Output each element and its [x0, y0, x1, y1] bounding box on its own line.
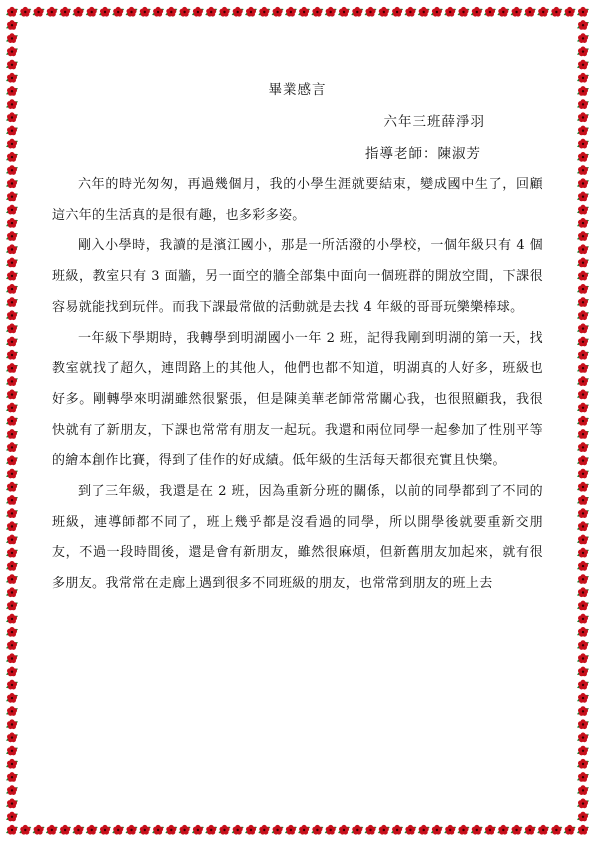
flower-icon [6, 86, 18, 96]
flower-icon [577, 165, 589, 175]
flower-icon [6, 429, 18, 439]
flower-icon [444, 825, 456, 835]
flower-icon [219, 825, 231, 835]
flower-icon [99, 825, 111, 835]
flower-icon [192, 7, 204, 17]
flower-icon [6, 126, 18, 136]
flower-icon [285, 825, 297, 835]
flower-icon [232, 7, 244, 17]
flower-icon [577, 614, 589, 624]
flower-icon [298, 825, 310, 835]
paragraph: 剛入小學時，我讀的是濱江國小，那是一所活潑的小學校，一個年級只有 4 個班級，教室只有 3 面牆，另一面空的牆全部集中面向一個班群的開放空間，下課很容易就能找到玩伴。而我下課最常做的活動就是去找 4 年級的哥哥玩樂樂棒球。 [52, 238, 543, 315]
flower-icon [338, 7, 350, 17]
flower-icon [577, 73, 589, 83]
flower-icon [577, 812, 589, 822]
flower-icon [537, 825, 549, 835]
flower-icon [577, 33, 589, 43]
flower-icon [577, 535, 589, 545]
flower-icon [577, 20, 589, 30]
flower-icon [577, 653, 589, 663]
flower-icon [497, 7, 509, 17]
flower-icon [6, 139, 18, 149]
flower-icon [6, 178, 18, 188]
flower-icon [19, 7, 31, 17]
flower-icon [126, 825, 138, 835]
flower-icon [6, 218, 18, 228]
flower-icon [577, 733, 589, 743]
flower-icon [577, 363, 589, 373]
flower-icon [179, 7, 191, 17]
flower-icon [72, 825, 84, 835]
flower-icon [6, 653, 18, 663]
flower-icon [6, 508, 18, 518]
author-line: 六年三班薛淨羽 [383, 114, 485, 130]
flower-icon [550, 7, 562, 17]
flower-icon [365, 7, 377, 17]
flower-icon [6, 99, 18, 109]
flower-icon [6, 733, 18, 743]
flower-icon [511, 825, 523, 835]
flower-icon [577, 456, 589, 466]
flower-icon [6, 601, 18, 611]
flower-icon [338, 825, 350, 835]
flower-icon [577, 706, 589, 716]
flower-icon [577, 640, 589, 650]
paragraph: 一年級下學期時，我轉學到明湖國小一年 2 班，記得我剛到明湖的第一天，找教室就找了超久，連問路上的其他人，他們也都不知道，明湖真的人好多，班級也好多。剛轉學來明湖雖然很緊張，但是陳美華老師常常關心我，也很照顧我，我很快就有了新朋友，下課也常常有朋友一起玩。我還和兩位同學一起參加了性別平等的繪本創作比賽，得到了佳作的好成績。低年級的生活每天都很充實且快樂。 [52, 330, 543, 469]
flower-icon [418, 7, 430, 17]
flower-icon [33, 7, 45, 17]
flower-icon [6, 258, 18, 268]
flower-icon [272, 7, 284, 17]
flower-icon [577, 284, 589, 294]
flower-icon [6, 680, 18, 690]
flower-icon [577, 258, 589, 268]
flower-icon [46, 7, 58, 17]
flower-icon [577, 508, 589, 518]
flower-icon [165, 825, 177, 835]
flower-icon [577, 99, 589, 109]
flower-icon [577, 218, 589, 228]
flower-icon [6, 73, 18, 83]
flower-icon [6, 376, 18, 386]
flower-icon [192, 825, 204, 835]
flower-icon [6, 456, 18, 466]
flower-icon [6, 350, 18, 360]
flower-icon [351, 7, 363, 17]
flower-icon [577, 469, 589, 479]
flower-icon [6, 521, 18, 531]
flower-icon [6, 165, 18, 175]
flower-icon [6, 310, 18, 320]
flower-icon [86, 825, 98, 835]
flower-icon [258, 7, 270, 17]
flower-icon [431, 825, 443, 835]
flower-icon [6, 33, 18, 43]
flower-icon [577, 350, 589, 360]
flower-icon [325, 7, 337, 17]
flower-icon [577, 152, 589, 162]
flower-icon [577, 719, 589, 729]
flower-icon [365, 825, 377, 835]
flower-icon [6, 403, 18, 413]
flower-icon [205, 7, 217, 17]
flower-icon [6, 231, 18, 241]
flower-icon [564, 825, 576, 835]
flower-icon [6, 495, 18, 505]
essay-title: 畢業感言 [268, 82, 327, 98]
flower-icon [524, 825, 536, 835]
flower-icon [577, 376, 589, 386]
flower-icon [6, 416, 18, 426]
flower-icon [139, 825, 151, 835]
flower-icon [6, 667, 18, 677]
flower-icon [391, 825, 403, 835]
flower-icon [6, 284, 18, 294]
flower-icon [577, 205, 589, 215]
flower-icon [577, 7, 589, 17]
flower-icon [298, 7, 310, 17]
flower-icon [577, 244, 589, 254]
flower-icon [577, 297, 589, 307]
flower-icon [577, 759, 589, 769]
flower-icon [577, 139, 589, 149]
paragraph: 六年的時光匆匆，再過幾個月，我的小學生涯就要結束，變成國中生了，回顧這六年的生活真的是很有趣，也多彩多姿。 [52, 177, 543, 223]
flower-icon [391, 7, 403, 17]
flower-icon [458, 7, 470, 17]
flower-icon [19, 825, 31, 835]
flower-icon [6, 363, 18, 373]
flower-icon [6, 482, 18, 492]
flower-icon [444, 7, 456, 17]
flower-icon [258, 825, 270, 835]
flower-icon [577, 429, 589, 439]
flower-icon [112, 825, 124, 835]
flower-icon [219, 7, 231, 17]
flower-icon [577, 627, 589, 637]
flower-icon [577, 231, 589, 241]
flower-icon [484, 7, 496, 17]
flower-icon [577, 86, 589, 96]
flower-icon [484, 825, 496, 835]
flower-icon [152, 825, 164, 835]
flower-icon [577, 574, 589, 584]
flower-icon [577, 47, 589, 57]
flower-icon [6, 297, 18, 307]
flower-icon [6, 812, 18, 822]
flower-icon [497, 825, 509, 835]
flower-icon [404, 7, 416, 17]
flower-icon [6, 205, 18, 215]
flower-icon [577, 680, 589, 690]
flower-icon [577, 521, 589, 531]
flower-icon [577, 442, 589, 452]
flower-icon [6, 535, 18, 545]
flower-icon [139, 7, 151, 17]
flower-icon [577, 746, 589, 756]
flower-icon [6, 390, 18, 400]
flower-icon [179, 825, 191, 835]
flower-icon [577, 667, 589, 677]
flower-icon [577, 403, 589, 413]
flower-icon [351, 825, 363, 835]
flower-icon [564, 7, 576, 17]
flower-icon [550, 825, 562, 835]
flower-icon [577, 693, 589, 703]
flower-icon [6, 706, 18, 716]
flower-icon [6, 825, 18, 835]
paragraph: 到了三年級，我還是在 2 班，因為重新分班的關係，以前的同學都到了不同的班級，連導師都不同了，班上幾乎都是沒看過的同學，所以開學後就要重新交朋友，不過一段時間後，還是會有新朋友，雖然很麻煩，但新舊朋友加起來，就有很多朋友。我常常在走廊上遇到很多不同班級的朋友，也常常到朋友的班上去 [52, 484, 543, 592]
flower-icon [577, 390, 589, 400]
flower-icon [325, 825, 337, 835]
flower-icon [59, 7, 71, 17]
flower-icon [511, 7, 523, 17]
flower-icon [6, 60, 18, 70]
flower-icon [577, 337, 589, 347]
flower-icon [6, 759, 18, 769]
flower-icon [6, 152, 18, 162]
flower-icon [6, 7, 18, 17]
flower-icon [6, 469, 18, 479]
flower-icon [46, 825, 58, 835]
flower-icon [152, 7, 164, 17]
flower-icon [524, 7, 536, 17]
flower-icon [245, 825, 257, 835]
flower-icon [577, 60, 589, 70]
flower-icon [6, 746, 18, 756]
flower-icon [577, 416, 589, 426]
flower-icon [33, 825, 45, 835]
flower-icon [6, 574, 18, 584]
flower-icon [577, 178, 589, 188]
flower-icon [6, 324, 18, 334]
flower-icon [99, 7, 111, 17]
flower-icon [577, 482, 589, 492]
flower-icon [577, 601, 589, 611]
flower-icon [577, 192, 589, 202]
flower-icon [86, 7, 98, 17]
flower-icon [285, 7, 297, 17]
flower-icon [577, 785, 589, 795]
flower-icon [458, 825, 470, 835]
essay-body [52, 74, 543, 600]
flower-icon [6, 561, 18, 571]
flower-icon [6, 337, 18, 347]
flower-icon [6, 627, 18, 637]
flower-icon [577, 324, 589, 334]
flower-icon [165, 7, 177, 17]
flower-icon [577, 548, 589, 558]
flower-icon [471, 825, 483, 835]
flower-icon [577, 772, 589, 782]
flower-icon [471, 7, 483, 17]
flower-icon [431, 7, 443, 17]
flower-icon [126, 7, 138, 17]
flower-icon [577, 126, 589, 136]
flower-icon [311, 825, 323, 835]
teacher-line: 指導老師：陳淑芳 [365, 146, 481, 162]
flower-icon [6, 192, 18, 202]
flower-icon [577, 799, 589, 809]
flower-icon [6, 20, 18, 30]
flower-icon [6, 587, 18, 597]
flower-icon [577, 310, 589, 320]
flower-icon [378, 825, 390, 835]
flower-icon [272, 825, 284, 835]
flower-icon [6, 640, 18, 650]
flower-icon [311, 7, 323, 17]
flower-icon [112, 7, 124, 17]
flower-icon [6, 719, 18, 729]
flower-icon [6, 442, 18, 452]
flower-icon [577, 495, 589, 505]
flower-icon [6, 47, 18, 57]
flower-icon [378, 7, 390, 17]
flower-icon [6, 772, 18, 782]
flower-icon [232, 825, 244, 835]
flower-icon [6, 799, 18, 809]
flower-icon [6, 785, 18, 795]
flower-icon [6, 271, 18, 281]
flower-icon [577, 561, 589, 571]
flower-icon [577, 825, 589, 835]
flower-icon [418, 825, 430, 835]
flower-icon [6, 548, 18, 558]
flower-icon [577, 271, 589, 281]
flower-icon [6, 693, 18, 703]
flower-icon [537, 7, 549, 17]
flower-icon [72, 7, 84, 17]
flower-icon [205, 825, 217, 835]
flower-icon [404, 825, 416, 835]
flower-icon [577, 587, 589, 597]
flower-icon [59, 825, 71, 835]
flower-icon [577, 112, 589, 122]
flower-icon [6, 614, 18, 624]
flower-icon [6, 112, 18, 122]
flower-icon [245, 7, 257, 17]
flower-icon [6, 244, 18, 254]
